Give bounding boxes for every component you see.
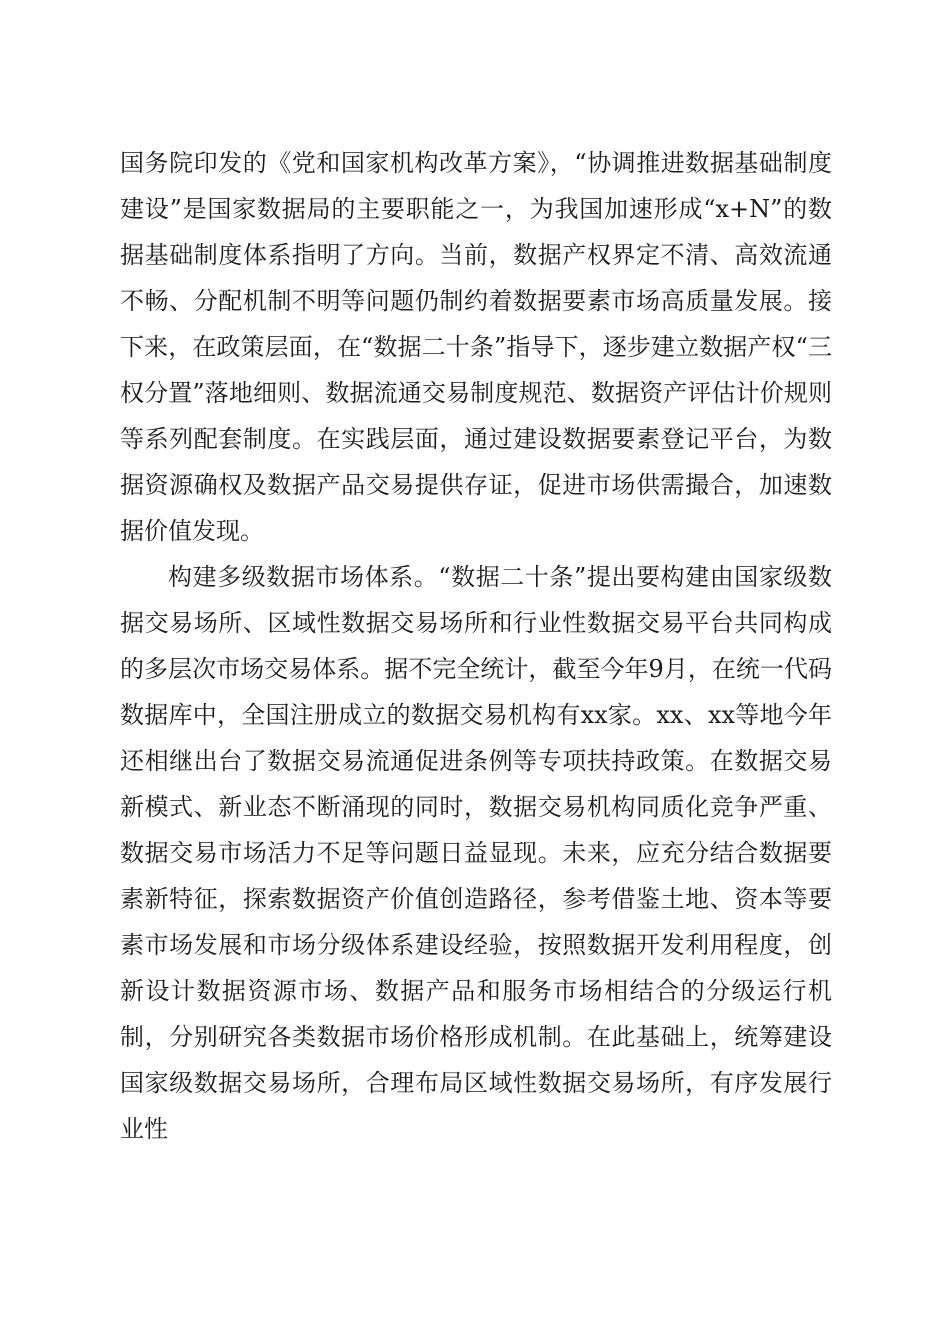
document-body [120,140,832,1152]
paragraph-multilevel-data-market: 构建多级数据市场体系。“数据二十条”提出要构建由国家级数据交易场所、区域性数据交易场所和行业性数据交易平台共同构成的多层次市场交易体系。据不完全统计，截至今年9月，在统一代码数据库中，全国注册成立的数据交易机构有xx家。xx、xx等地今年还相继出台了数据交易流通促进条例等专项扶持政策。在数据交易新模式、新业态不断涌现的同时，数据交易机构同质化竞争严重、数据交易市场活力不足等问题日益显现。未来，应充分结合数据要素新特征，探索数据资产价值创造路径，参考借鉴土地、资本等要素市场发展和市场分级体系建设经验，按照数据开发利用程度，创新设计数据资源市场、数据产品和服务市场相结合的分级运行机制，分别研究各类数据市场价格形成机制。在此基础上，统筹建设国家级数据交易场所，合理布局区域性数据交易场所，有序发展行业性 [120,563,832,1143]
paragraph-continuation: 国务院印发的《党和国家机构改革方案》，“协调推进数据基础制度建设”是国家数据局的主要职能之一，为我国加速形成“x+N”的数据基础制度体系指明了方向。当前，数据产权界定不清、高效流通不畅、分配机制不明等问题仍制约着数据要素市场高质量发展。接下来，在政策层面，在“数据二十条”指导下，逐步建立数据产权“三权分置”落地细则、数据流通交易制度规范、数据资产评估计价规则等系列配套制度。在实践层面，通过建设数据要素登记平台，为数据资源确权及数据产品交易提供存证，促进市场供需撮合，加速数据价值发现。 [120,149,832,545]
